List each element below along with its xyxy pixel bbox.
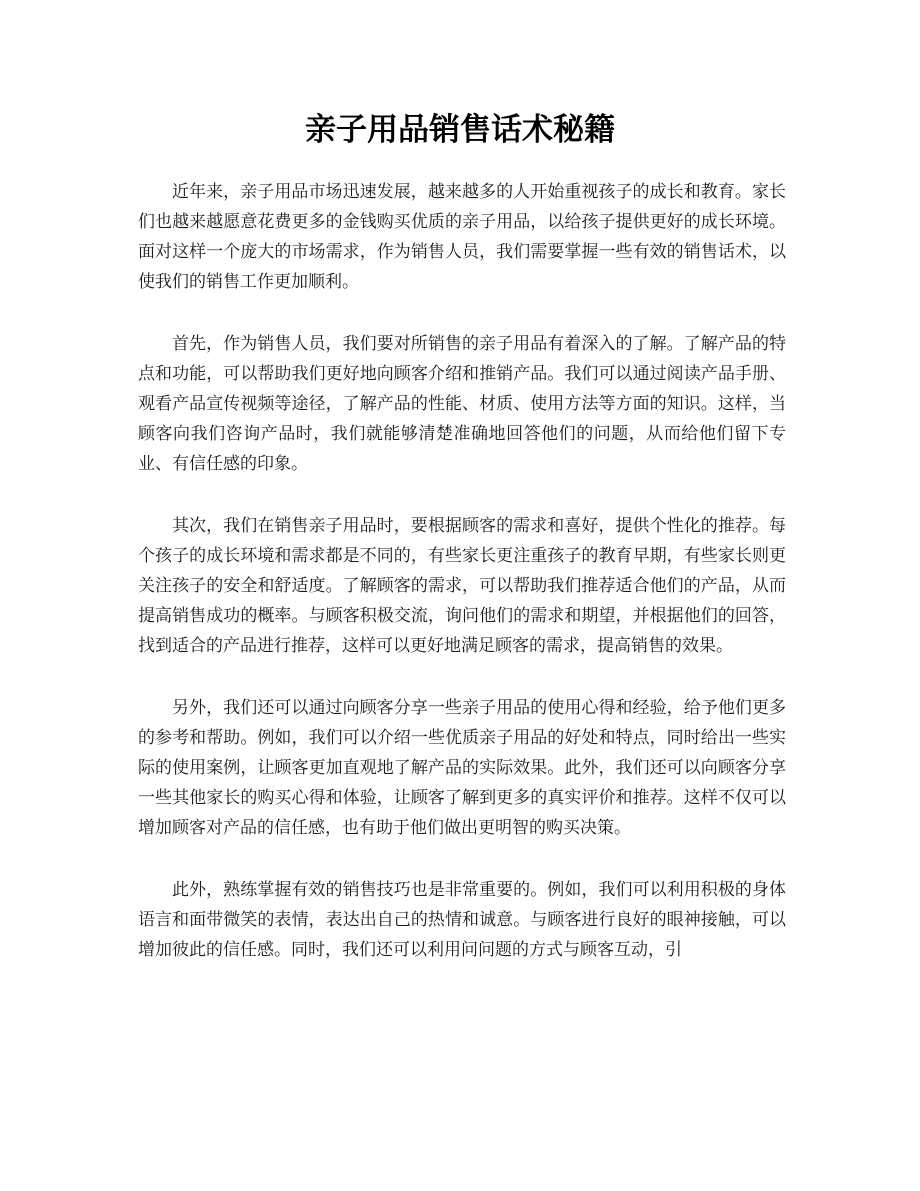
paragraph-personalized-recommendation: 其次，我们在销售亲子用品时，要根据顾客的需求和喜好，提供个性化的推荐。每个孩子的成长环境和需求都是不同的，有些家长更注重孩子的教育早期，有些家长则更关注孩子的安全和舒适度。了解顾客的需求，可以帮助我们推荐适合他们的产品，从而提高销售成功的概率。与顾客积极交流，询问他们的需求和期望，并根据他们的回答，找到适合的产品进行推荐，这样可以更好地满足顾客的需求，提高销售的效果。 (138, 516, 786, 656)
paragraph-product-knowledge: 首先，作为销售人员，我们要对所销售的亲子用品有着深入的了解。了解产品的特点和功能，可以帮助我们更好地向顾客介绍和推销产品。我们可以通过阅读产品手册、观看产品宣传视频等途径，了解产品的性能、材质、使用方法等方面的知识。这样，当顾客向我们咨询产品时，我们就能够清楚准确地回答他们的问题，从而给他们留下专业、有信任感的印象。 (138, 334, 786, 474)
document-body (138, 177, 786, 997)
paragraph-sharing-experience: 另外，我们还可以通过向顾客分享一些亲子用品的使用心得和经验，给予他们更多的参考和帮助。例如，我们可以介绍一些优质亲子用品的好处和特点，同时给出一些实际的使用案例，让顾客更加直观地了解产品的实际效果。此外，我们还可以向顾客分享一些其他家长的购买心得和体验，让顾客了解到更多的真实评价和推荐。这样不仅可以增加顾客对产品的信任感，也有助于他们做出更明智的购买决策。 (138, 698, 786, 838)
paragraph-sales-skills: 此外，熟练掌握有效的销售技巧也是非常重要的。例如，我们可以利用积极的身体语言和面带微笑的表情，表达出自己的热情和诚意。与顾客进行良好的眼神接触，可以增加彼此的信任感。同时，我们还可以利用问问题的方式与顾客互动，引 (138, 880, 786, 960)
document-title: 亲子用品销售话术秘籍 (305, 112, 615, 148)
paragraph-intro: 近年来，亲子用品市场迅速发展，越来越多的人开始重视孩子的成长和教育。家长们也越来越愿意花费更多的金钱购买优质的亲子用品，以给孩子提供更好的成长环境。面对这样一个庞大的市场需求，作为销售人员，我们需要掌握一些有效的销售话术，以使我们的销售工作更加顺利。 (138, 182, 786, 292)
